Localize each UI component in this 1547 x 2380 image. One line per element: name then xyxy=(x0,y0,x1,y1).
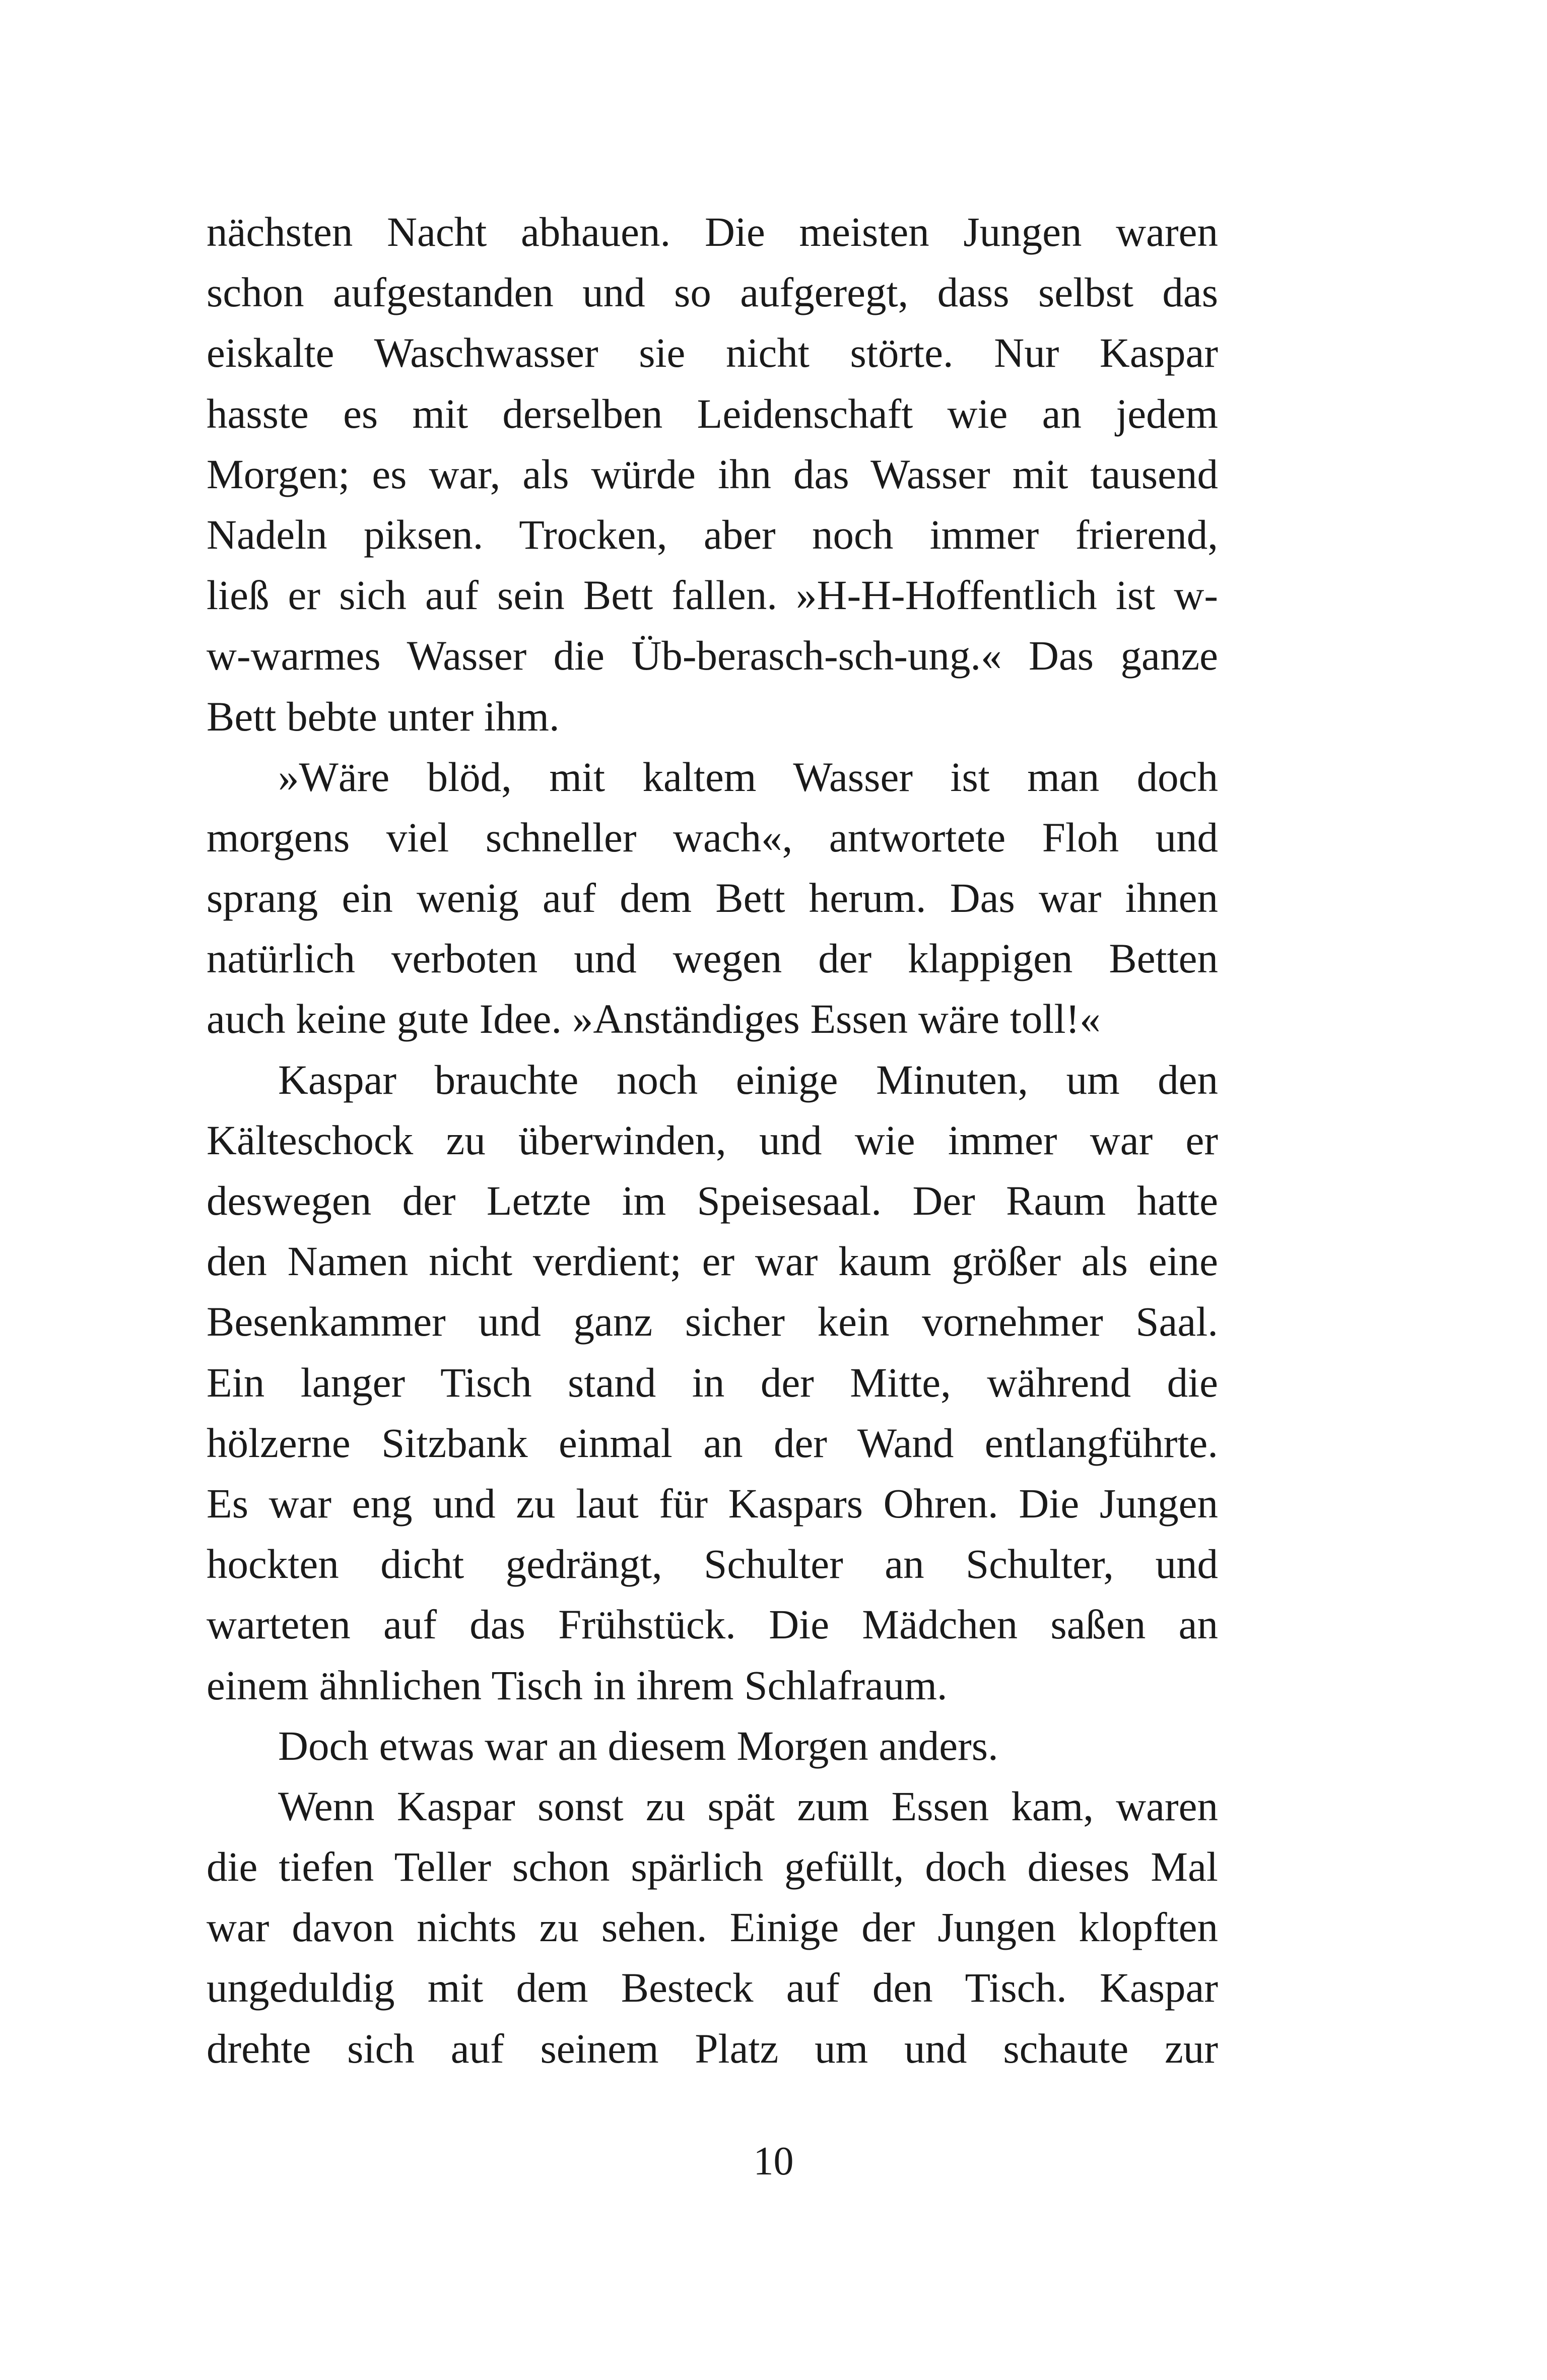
paragraph xyxy=(207,1049,1218,1715)
text-line: war davon nichts zu sehen. Einige der Jungen klopften xyxy=(207,1904,1218,1951)
text-line: Besenkammer und ganz sicher kein vornehmer Saal. xyxy=(207,1298,1218,1345)
text-line: Bett bebte unter ihm. xyxy=(207,693,560,740)
paragraph xyxy=(207,1715,1218,1776)
text-line: ungeduldig mit dem Besteck auf den Tisch. Kaspar xyxy=(207,1964,1218,2011)
text-line: w-warmes Wasser die Üb-berasch-sch-ung.« Das ganze xyxy=(207,632,1218,679)
text-line: Kaspar brauchte noch einige Minuten, um den xyxy=(278,1056,1218,1103)
paragraph xyxy=(207,747,1218,1049)
text-line: Kälteschock zu überwinden, und wie immer war er xyxy=(207,1116,1218,1163)
text-line: warteten auf das Frühstück. Die Mädchen saßen an xyxy=(207,1601,1218,1648)
page-number: 10 xyxy=(753,2139,794,2184)
text-line: Morgen; es war, als würde ihn das Wasser mit tausend xyxy=(207,450,1218,497)
text-line: Nadeln piksen. Trocken, aber noch immer frierend, xyxy=(207,511,1218,558)
text-line: Doch etwas war an diesem Morgen anders. xyxy=(278,1722,998,1769)
paragraph xyxy=(207,202,1218,747)
text-line: eiskalte Waschwasser sie nicht störte. Nur Kaspar xyxy=(207,329,1218,376)
text-line: Ein langer Tisch stand in der Mitte, während die xyxy=(207,1359,1218,1406)
text-line: den Namen nicht verdient; er war kaum größer als eine xyxy=(207,1238,1218,1285)
text-line: ließ er sich auf sein Bett fallen. »H-H-Hoffentlich ist w- xyxy=(207,572,1218,619)
paragraph xyxy=(207,1776,1218,2079)
text-line: die tiefen Teller schon spärlich gefüllt, doch dieses Mal xyxy=(207,1843,1218,1890)
text-line: einem ähnlichen Tisch in ihrem Schlafraum. xyxy=(207,1662,948,1708)
text-line: Es war eng und zu laut für Kaspars Ohren. Die Jungen xyxy=(207,1480,1218,1527)
text-line: schon aufgestanden und so aufgeregt, dass selbst das xyxy=(207,269,1218,316)
text-line: hockten dicht gedrängt, Schulter an Schulter, und xyxy=(207,1541,1218,1588)
text-line: »Wäre blöd, mit kaltem Wasser ist man doch xyxy=(278,753,1218,800)
body-text xyxy=(207,202,1218,2079)
text-line: hölzerne Sitzbank einmal an der Wand entlangführte. xyxy=(207,1419,1218,1466)
text-line: morgens viel schneller wach«, antwortete Floh und xyxy=(207,814,1218,861)
text-line: deswegen der Letzte im Speisesaal. Der Raum hatte xyxy=(207,1177,1218,1224)
text-line: auch keine gute Idee. »Anständiges Essen wäre toll!« xyxy=(207,996,1101,1042)
text-line: drehte sich auf seinem Platz um und schaute zur xyxy=(207,2025,1218,2072)
text-line: natürlich verboten und wegen der klappigen Betten xyxy=(207,935,1218,982)
text-line: Wenn Kaspar sonst zu spät zum Essen kam, waren xyxy=(278,1782,1218,1829)
text-line: sprang ein wenig auf dem Bett herum. Das war ihnen xyxy=(207,875,1218,921)
text-line: nächsten Nacht abhauen. Die meisten Jungen waren xyxy=(207,209,1218,255)
text-line: hasste es mit derselben Leidenschaft wie an jedem xyxy=(207,390,1218,437)
